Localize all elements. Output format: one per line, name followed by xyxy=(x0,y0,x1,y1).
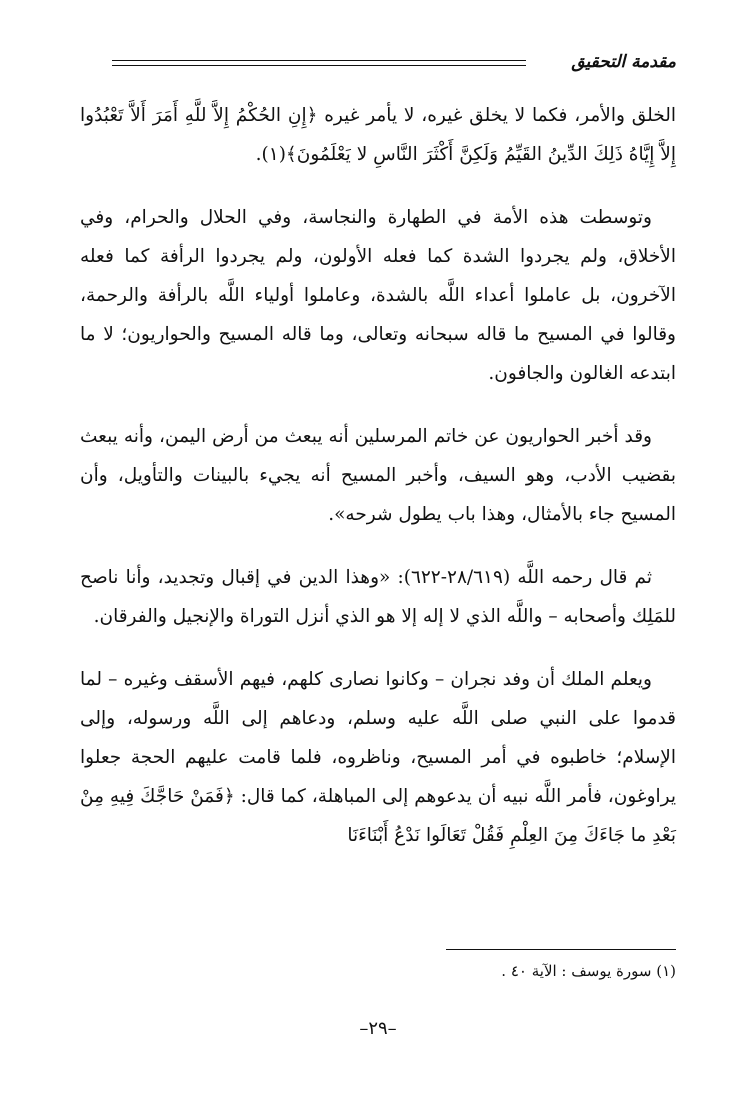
page-number: –٢٩– xyxy=(359,1018,397,1039)
paragraph-4: ثم قال رحمه اللَّه (٢٨/٦١٩-٦٢٢): «وهذا الدين في إقبال وتجديد، وأنا ناصح للمَلِك وأصحابه – واللَّه الذي لا إله إلا هو الذي أنزل التوراة والإنجيل والفرقان. xyxy=(80,567,676,627)
footnote-rule xyxy=(446,949,676,950)
paragraph-2: وتوسطت هذه الأمة في الطهارة والنجاسة، وفي الحلال والحرام، وفي الأخلاق، ولم يجردوا الشدة كما فعله الأولون، ولم يجردوا الرأفة كما فعله الآخرون، بل عاملوا أعداء اللَّه بالشدة، وعاملوا أولياء اللَّه بالرأفة والرحمة، وقالوا في المسيح ما قاله سبحانه وتعالى، وما قاله المسيح والحواريون؛ لا ما ابتدعه الغالون والجافون. xyxy=(80,207,676,384)
body-text xyxy=(80,96,676,879)
paragraph-1: الخلق والأمر، فكما لا يخلق غيره، لا يأمر غيره ﴿إِنِ الحُكْمُ إِلاَّ للَّهِ أَمَرَ أَلاَّ تَعْبُدُوا إِلاَّ إِيَّاهُ ذَلِكَ الدِّينُ القَيِّمُ وَلَكِنَّ أَكْثَرَ النَّاسِ لا يَعْلَمُونَ﴾(١). xyxy=(80,105,676,165)
header-title: مقدمة التحقيق xyxy=(571,52,676,72)
paragraph-5: ويعلم الملك أن وفد نجران – وكانوا نصارى كلهم، فيهم الأسقف وغيره – لما قدموا على النبي صلى اللَّه عليه وسلم، ودعاهم إلى اللَّه ورسوله، وإلى الإسلام؛ خاطبوه في أمر المسيح، وناظروه، فلما قامت عليهم الحجة جعلوا يراوغون، فأمر اللَّه نبيه أن يدعوهم إلى المباهلة، كما قال: ﴿فَمَنْ حَاجَّكَ فِيهِ مِنْ بَعْدِ ما جَاءَكَ مِنَ العِلْمِ فَقُلْ تَعَالَوا نَدْعُ أَبْنَاءَنَا xyxy=(80,669,676,846)
footnote: (١) سورة يوسف : الآية ٤٠ . xyxy=(501,962,676,980)
paragraph-3: وقد أخبر الحواريون عن خاتم المرسلين أنه يبعث من أرض اليمن، وأنه يبعث بقضيب الأدب، وهو السيف، وأخبر المسيح أنه يجيء بالبينات والتأويل، وأن المسيح جاء بالأمثال، وهذا باب يطول شرحه». xyxy=(80,426,676,525)
header-rule xyxy=(112,60,526,66)
running-header xyxy=(112,50,676,78)
